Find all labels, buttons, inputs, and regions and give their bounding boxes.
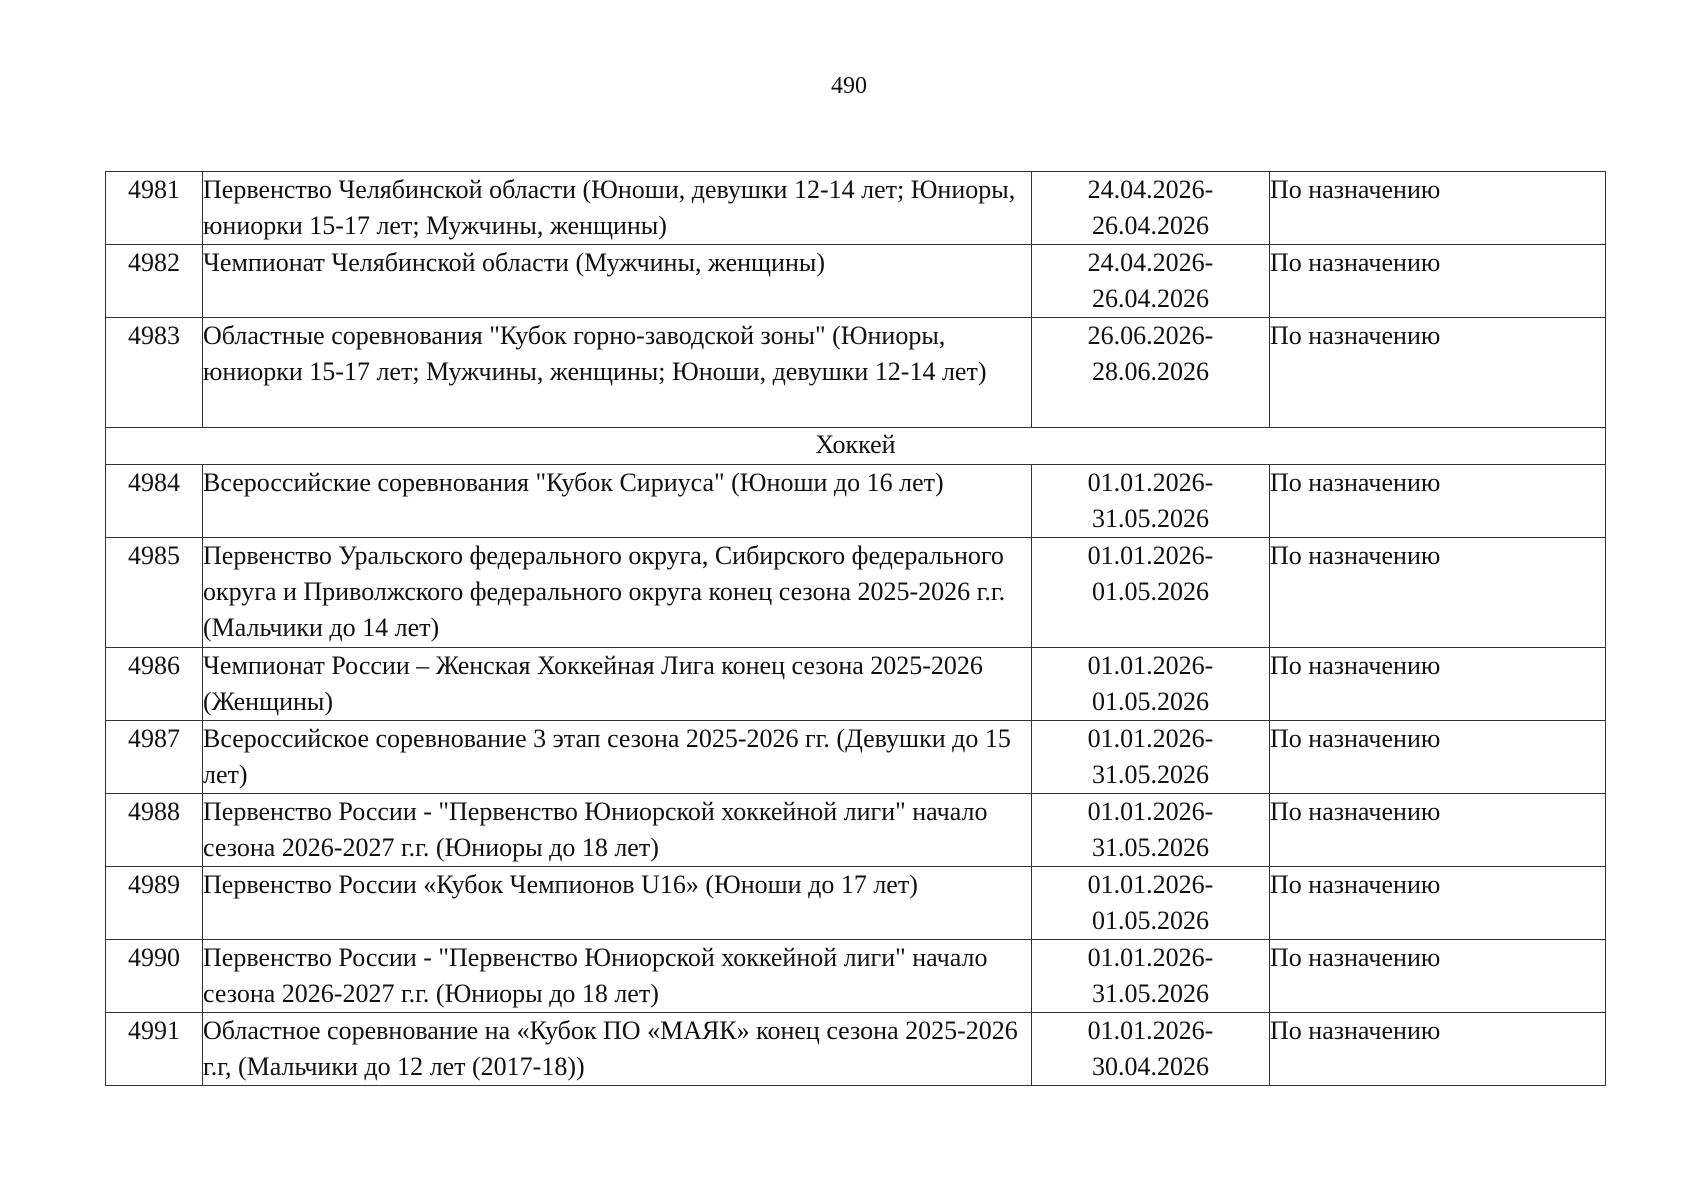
event-name: Чемпионат России – Женская Хоккейная Лига конец сезона 2025-2026 (Женщины) xyxy=(203,648,1032,721)
event-date-start: 01.01.2026- xyxy=(1087,870,1214,899)
event-number: 4981 xyxy=(106,172,203,245)
event-date-end: 28.06.2026 xyxy=(1092,357,1209,386)
event-date-start: 26.06.2026- xyxy=(1087,321,1214,350)
section-header-row xyxy=(106,428,1606,465)
event-date-start: 01.01.2026- xyxy=(1087,724,1214,753)
event-date-end: 31.05.2026 xyxy=(1092,760,1209,789)
event-date-end: 30.04.2026 xyxy=(1092,1052,1209,1081)
event-venue-status: По назначению xyxy=(1270,940,1606,1013)
event-number: 4988 xyxy=(106,794,203,867)
event-date-start: 01.01.2026- xyxy=(1087,943,1214,972)
table-row xyxy=(106,465,1606,538)
table-row xyxy=(106,721,1606,794)
event-date-start: 01.01.2026- xyxy=(1087,797,1214,826)
page-number: 490 xyxy=(831,73,867,99)
table-row xyxy=(106,538,1606,648)
event-name: Первенство Уральского федерального округа, Сибирского федерального округа и Приволжского федерального округа конец сезона 2025-2026 г.г. (Мальчики до 14 лет) xyxy=(203,538,1032,648)
event-date-end: 31.05.2026 xyxy=(1092,979,1209,1008)
event-dates xyxy=(1032,172,1270,245)
event-dates xyxy=(1032,867,1270,940)
table-row xyxy=(106,867,1606,940)
event-dates xyxy=(1032,245,1270,318)
table-row xyxy=(106,1013,1606,1086)
event-dates xyxy=(1032,648,1270,721)
event-venue-status: По назначению xyxy=(1270,794,1606,867)
event-dates xyxy=(1032,1013,1270,1086)
event-number: 4989 xyxy=(106,867,203,940)
event-number: 4987 xyxy=(106,721,203,794)
table-row xyxy=(106,245,1606,318)
event-number: 4984 xyxy=(106,465,203,538)
event-date-end: 01.05.2026 xyxy=(1092,906,1209,935)
event-venue-status: По назначению xyxy=(1270,465,1606,538)
event-date-end: 26.04.2026 xyxy=(1092,284,1209,313)
event-number: 4985 xyxy=(106,538,203,648)
event-venue-status: По назначению xyxy=(1270,538,1606,648)
event-venue-status: По назначению xyxy=(1270,648,1606,721)
section-title: Хоккей xyxy=(106,428,1606,465)
event-name: Областное соревнование на «Кубок ПО «МАЯК» конец сезона 2025-2026 г.г, (Мальчики до 12 лет (2017-18)) xyxy=(203,1013,1032,1086)
event-name: Областные соревнования "Кубок горно-заводской зоны" (Юниоры, юниорки 15-17 лет; Мужчины, женщины; Юноши, девушки 12-14 лет) xyxy=(203,318,1032,428)
event-dates xyxy=(1032,940,1270,1013)
event-dates xyxy=(1032,794,1270,867)
event-date-end: 26.04.2026 xyxy=(1092,211,1209,240)
event-name: Первенство России - "Первенство Юниорской хоккейной лиги" начало сезона 2026-2027 г.г. (Юниоры до 18 лет) xyxy=(203,794,1032,867)
event-date-start: 24.04.2026- xyxy=(1087,248,1214,277)
event-date-start: 24.04.2026- xyxy=(1087,175,1214,204)
event-date-end: 01.05.2026 xyxy=(1092,577,1209,606)
event-name: Всероссийское соревнование 3 этап сезона 2025-2026 гг. (Девушки до 15 лет) xyxy=(203,721,1032,794)
event-name: Первенство Челябинской области (Юноши, девушки 12-14 лет; Юниоры, юниорки 15-17 лет; Мужчины, женщины) xyxy=(203,172,1032,245)
event-venue-status: По назначению xyxy=(1270,318,1606,428)
event-venue-status: По назначению xyxy=(1270,172,1606,245)
event-number: 4991 xyxy=(106,1013,203,1086)
table-row xyxy=(106,318,1606,428)
event-venue-status: По назначению xyxy=(1270,867,1606,940)
event-date-start: 01.01.2026- xyxy=(1087,468,1214,497)
event-name: Всероссийские соревнования "Кубок Сириуса" (Юноши до 16 лет) xyxy=(203,465,1032,538)
event-venue-status: По назначению xyxy=(1270,1013,1606,1086)
event-number: 4986 xyxy=(106,648,203,721)
event-dates xyxy=(1032,538,1270,648)
table-row xyxy=(106,940,1606,1013)
events-table-body xyxy=(106,172,1606,1086)
event-number: 4990 xyxy=(106,940,203,1013)
event-date-end: 01.05.2026 xyxy=(1092,687,1209,716)
events-table xyxy=(105,171,1606,1086)
event-date-start: 01.01.2026- xyxy=(1087,1016,1214,1045)
event-date-end: 31.05.2026 xyxy=(1092,504,1209,533)
event-name: Первенство России «Кубок Чемпионов U16» (Юноши до 17 лет) xyxy=(203,867,1032,940)
event-number: 4983 xyxy=(106,318,203,428)
event-dates xyxy=(1032,465,1270,538)
event-date-start: 01.01.2026- xyxy=(1087,541,1214,570)
event-number: 4982 xyxy=(106,245,203,318)
table-row xyxy=(106,794,1606,867)
event-date-start: 01.01.2026- xyxy=(1087,651,1214,680)
table-row xyxy=(106,648,1606,721)
event-name: Чемпионат Челябинской области (Мужчины, женщины) xyxy=(203,245,1032,318)
event-dates xyxy=(1032,721,1270,794)
table-row xyxy=(106,172,1606,245)
event-venue-status: По назначению xyxy=(1270,721,1606,794)
event-name: Первенство России - "Первенство Юниорской хоккейной лиги" начало сезона 2026-2027 г.г. (Юниоры до 18 лет) xyxy=(203,940,1032,1013)
event-date-end: 31.05.2026 xyxy=(1092,833,1209,862)
event-dates xyxy=(1032,318,1270,428)
event-venue-status: По назначению xyxy=(1270,245,1606,318)
